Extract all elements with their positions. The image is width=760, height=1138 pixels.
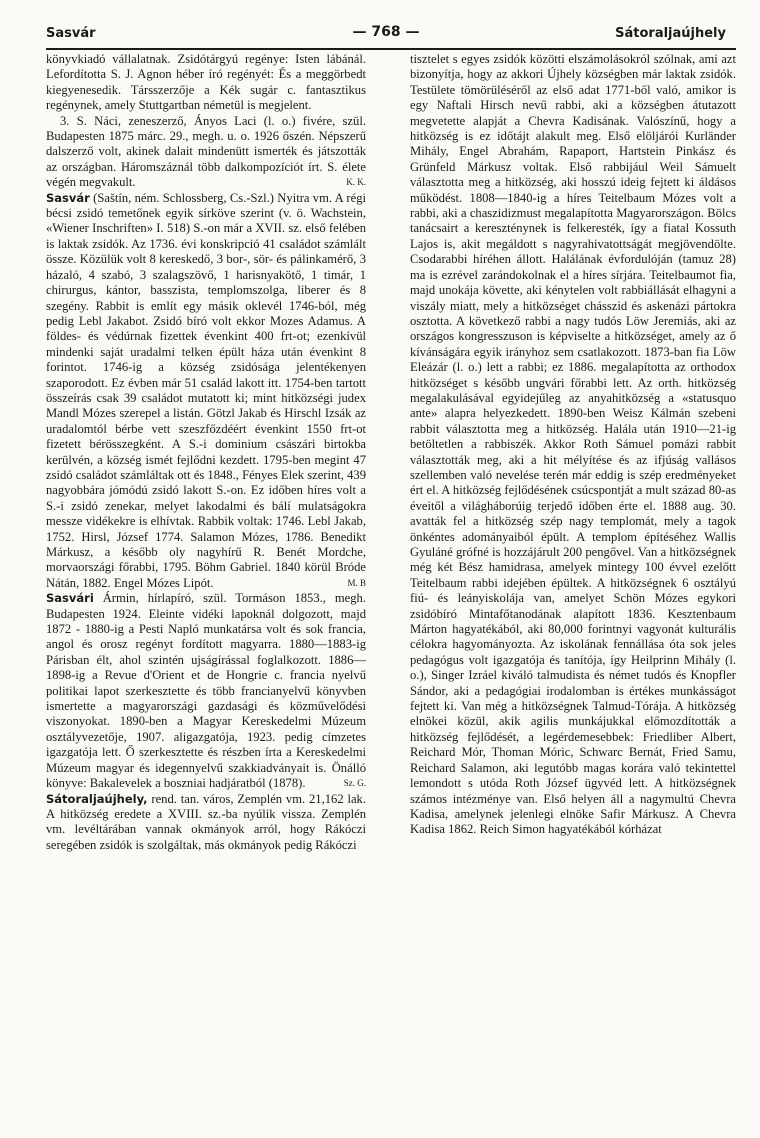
- author-signature: K. K.: [346, 177, 366, 188]
- entry-paragraph: [46, 114, 366, 191]
- entry-text: 3. S. Náci, zeneszerző, Ányos Laci (l. o.) fivére, szül. Budapesten 1875 márc. 29., megh. u. o. 1926 őszén. Népszerű dalszerző volt, akinek dalait mindenütt ismerték és játszották az országban. Háromszáznál több dalkompozíciót írt. S. élete végén megvakult.: [46, 113, 366, 190]
- left-column: [46, 52, 366, 853]
- entry-continuation: könyvkiadó vállalatnak. Zsidótárgyú regénye: Isten lábánál. Lefordította S. J. Agnon héber író regényét: És a meggörbedt kiegyenesedik. Társszerzője a Kék sugár c. fantasztikus regénynek, amely Stuttgartban németül is megjelent.: [46, 52, 366, 113]
- entry-text: rend. tan. város, Zemplén vm. 21,162 lak. A hitközség eredete a XVIII. sz.-ba nyúlik vissza. Zemplén vm. levéltárában vannak okmányok arról, hogy Rákóczi seregében zsidók is szolgáltak, más okmányok pedig Rákóczi: [46, 791, 366, 852]
- entry-text: Ármin, hírlapíró, szül. Tormáson 1853., megh. Budapesten 1924. Eleinte vidéki lapoknál dolgozott, majd 1872 - 1880-ig a Pesti Napló munkatársa volt és sok francia, angol és orosz regényt fordított magyarra. 1880—1883-ig Párisban élt, ahol szintén ujságírással foglalkozott. 1886—1898-ig a Revue d'Orient et de Hongrie c. francia nyelvű politikai lapot szerkesztette és több francianyelvű könyvben ismertette a magyarországi gazdasági és közművelődési viszonyokat. 1890-ben a Magyar Kereskedelmi Múzeum osztályvezetője, 1907. aligazgatója, 1923. pedig címzetes igazgatója lett. Ő szerkesztette és részben írta a Kereskedelmi Múzeum magyar és idegennyelvű szakkiadványait is. Önálló könyve: Bakalevelek a boszniai hadjáratból (1878).: [46, 591, 366, 791]
- author-signature: M. B: [347, 577, 366, 588]
- entry-continuation: tisztelet s egyes zsidók közötti elszámolásokról szólnak, ami azt bizonyítja, hogy az akkori Újhely községben már laktak zsidók. Testülete tömörüléséről az első adat 1771-ből való, amikor is egy Naftali Hirsch nevű rabbi, aki a községben átutazott megvetette alapját a Chevra Kadisának. Valószínű, hogy a hitközség is ez időtájt alakult meg. Első elöljárói Kurländer Mihály, Engel Abrahám, Rapaport, Hartstein Pinkász és Grünfeld Márkusz voltak. Első rabbijául Weil Sámuelt választotta meg a hitközség, aki hosszú ideig fejtett ki áldásos működést. 1808—1840-ig a híres Teitelbaum Mózes volt a rabbi, aki a chaszidizmust megalapította Magyarországon. Bölcs tanácsairt a kereszténynek is felkeresték, így a fiatal Kossuth Lajos is, akit megáldott s nagyrahivatottságát megjövendölte. Csodarabbi híréhen állott. Halálának évfordulóján (tamuz 28) ma is ezrével zarándokolnak el a híres sírjára. Teitelbaumot fia, majd unokája követte, aki kénytelen volt rabbiállását elhagyni a viszály miatt, mely a hitközséget chásszid és askenázi pártokra osztotta. A következő rabbi a nagy tudós Löw Jeremiás, aki az országos kongresszuson is képviselte a hitközséget, amely az ő kívánságára egyik irányhoz sem csatlakozott. 1873-ban fia Löw Eleázár (l. o.) lett a rabbi; ez 1886. megalapította az orthodox hitközséget s később ungvári főrabbi lett. Az orth. hitközség megalakulásával egyidejűleg az anyahitközség a «statusquo ante» alapra helyezkedett. 1890-ben Weisz Kálmán szebeni rabbit választotta meg a hitközség. Halála után 1910—21-ig betöltetlen a rabbiszék. Akkor Roth Sámuel pomázi rabbit választották meg, aki a hit mélyítése és az ifjúság vallásos szellemben való nevelése terén már eddig is szép eredményeket ért el. A hitközség fejlődésének csúcspontját a mult század 80-as éveitől a világháborúig terjedő időben érte el. 1888 aug. 30. avatták fel a hitközség szép nagy templomát, mely a tagok önkéntes adományaiból épült. A templom építéséhez Wallis Gyuláné grófné is hozzájárult 200 pengővel. Van a hitközségnek még két Bész hamidrasa, amelyek mintegy 100 évvel ezelőtt Teitelbaum rabbi idejében épültek. A hitközségnek 6 osztályú fiú- és leányiskolája van, amelyet Schön Mózes egykori zsidóbíró Mintafőtanodának alapított 1836. Kesztenbaum Márton hagyatékából, aki 80,000 forintnyi vagyonát kulturális célokra hagyományozta. Az iskolának fennállása óta sok jeles pedagógus volt igazgatója és tanítója, így Heilprinn Mihály (l. o.), Singer Izráel kiváló talmudista és német tudós és Knopfler Sándor, aki a pedagógiai irodalomban is értékes munkásságot fejtett ki. Van még a hitközségnek Talmud-Tórája. A hitközség elnökei közül, akik agilis munkájukkal előmozdították a hitközség fejlődését, a legérdemesebbek: Friedliber Albert, Reichard Mór, Thoman Móric, Schwarc Bernát, Fried Samu, Reichard Salamon, aki legutóbb magas korára való tekintettel lemondott s utóda Roth József ügyvéd lett. A hitközségnek számos intézménye van. Első helyen áll a nagymultú Chevra Kadisa, amelynek jelenlegi elnöke Safir Márkusz. A Chevra Kadisa 1862. Reich Simon hagyatékából kórházat: [410, 52, 736, 837]
- entry-headword: Sasvári: [46, 591, 94, 606]
- right-column: [410, 52, 736, 838]
- entry-headword: Sátoraljaújhely,: [46, 791, 148, 806]
- entry-text: (Saštín, ném. Schlossberg, Cs.-Szl.) Nyitra vm. A régi bécsi zsidó temetőnek egyik sírköve szerint (v. ö. Wachstein, «Wiener Inschriften» I. 518) S.-on már a XVII. sz. első felében is laktak zsidók. Az 1736. évi konskripció 41 családot számlált össze. Közülük volt 8 kereskedő, 3 bor-, sör- és pálinkamérő, 3 házaló, 4 szabó, 3 szalagszövő, 1 harisnyakötő, 1 timár, 1 chirurgus, kántor, basszista, templomszolga, liberer és 8 szegény. Rabbit is említ egy másik oklevél 1746-ból, még pedig Lebl Jakabot. Zsidó bíró volt ekkor Mozes Adamus. A földes- és védúrnak fizettek évenkint 400 frt-ot; ezenkívül mindenki saját uradalmi telken épült háza után évenkint 8 forintot. 1746-ig a község zsidósága jelentékenyen szaporodott. Ez évben már 51 család lakott itt. 1754-ben tartott összeírás csak 39 családot mutatott ki; mint hitközségi judex Mandl Mózes szerepel a listán. Götzl Jakab és Hirschl Izsák az uradalomtól bérbe vett szeszfőzdéért évenkint 1550 frt-ot fizetett bérösszegként. A S.-i dominium császári birtokba kerülvén, a község ismét fejlődni kezdett. 1795-ben megint 47 zsidó családot számláltak ott és 1848., Fényes Elek szerint, 439 nagyobbára jómódú zsidó lakott S.-on. Ez időben híres volt a S.-i zsidó zenekar, melyet lakodalmi és bálí mulatságokra messze vidékekre is elhívtak. Rabbik voltak: 1746. Lebl Jakab, 1752. Hirsl, József 1774. Salamon Mózes, 1786. Benedikt Márkusz, a később oly nagyhírű R. Benét Mordche, morvaországi főrabbi, 1795. Böhm Gabriel. 1840 körül Bróde Nátán, 1882. Engel Mózes Lipót.: [46, 190, 366, 590]
- header-rule: [46, 48, 736, 50]
- page-number: — 768 —: [352, 24, 420, 40]
- author-signature: Sz. G.: [343, 778, 366, 789]
- header-left-word: Sasvár: [46, 26, 96, 41]
- entry-satoraljaujhely: [46, 792, 366, 854]
- entry-sasvari: [46, 591, 366, 791]
- entry-headword: Sasvár: [46, 190, 90, 205]
- running-header: [46, 24, 726, 46]
- header-right-word: Sátoraljaújhely: [615, 26, 726, 41]
- entry-sasvar: [46, 191, 366, 592]
